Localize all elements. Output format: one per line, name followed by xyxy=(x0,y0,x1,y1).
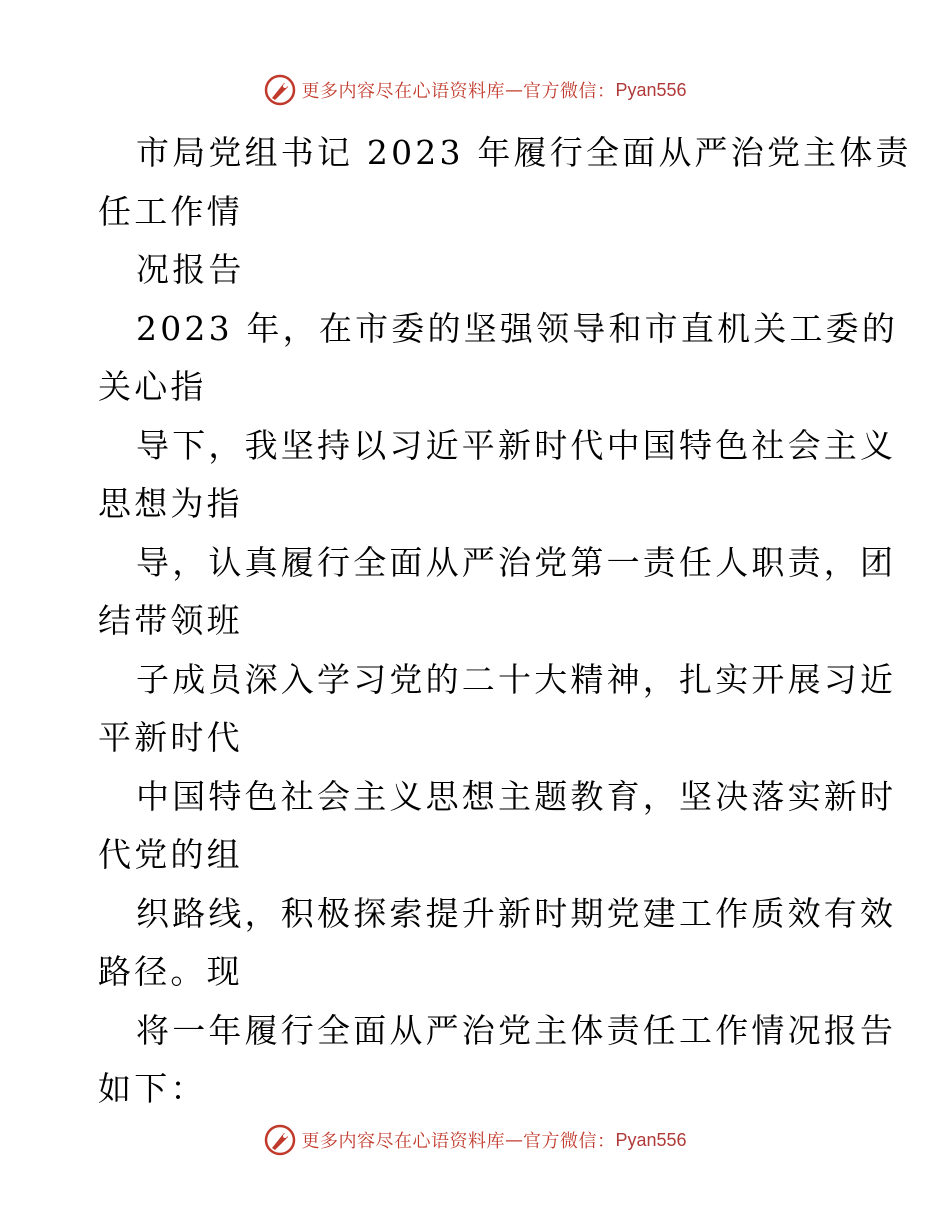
doc-line: 子成员深入学习党的二十大精神，扎实开展习近 xyxy=(136,659,897,699)
watermark-separator: — xyxy=(504,79,523,101)
watermark-id: Pyan556 xyxy=(615,1129,687,1150)
header-watermark xyxy=(0,72,950,108)
watermark-official: 官方微信： xyxy=(522,1131,616,1152)
doc-line: 平新时代 xyxy=(98,718,243,757)
doc-line: 市局党组书记 2023 年履行全面从严治党主体责 xyxy=(136,133,912,172)
doc-line: 将一年履行全面从严治党主体责任工作情况报告 xyxy=(136,1010,897,1050)
watermark-text: 更多内容尽在心语资料库 xyxy=(301,1131,505,1152)
pen-nib-logo-icon xyxy=(263,1123,297,1157)
doc-line: 结带领班 xyxy=(98,601,243,640)
doc-line: 中国特色社会主义思想主题教育，坚决落实新时 xyxy=(136,776,897,816)
document-body xyxy=(98,124,912,1119)
doc-line: 路径。现 xyxy=(98,952,243,991)
doc-line: 如下： xyxy=(98,1069,207,1108)
watermark-id: Pyan556 xyxy=(615,79,687,100)
doc-line: 任工作情 xyxy=(98,191,243,231)
doc-line: 关心指 xyxy=(98,367,207,406)
footer-watermark xyxy=(0,1122,950,1158)
doc-line: 思想为指 xyxy=(98,484,243,523)
doc-line: 织路线，积极探索提升新时期党建工作质效有效 xyxy=(136,893,897,933)
doc-line: 导下，我坚持以习近平新时代中国特色社会主义 xyxy=(136,425,897,465)
watermark-official: 官方微信： xyxy=(522,81,616,102)
doc-line: 代党的组 xyxy=(98,835,243,874)
watermark-text: 更多内容尽在心语资料库 xyxy=(301,81,505,102)
doc-line: 况报告 xyxy=(136,250,245,289)
pen-nib-logo-icon xyxy=(263,73,297,107)
watermark-separator: — xyxy=(504,1129,523,1151)
doc-line: 2023 年，在市委的坚强领导和市直机关工委的 xyxy=(136,308,899,348)
doc-line: 导，认真履行全面从严治党第一责任人职责，团 xyxy=(136,542,897,582)
